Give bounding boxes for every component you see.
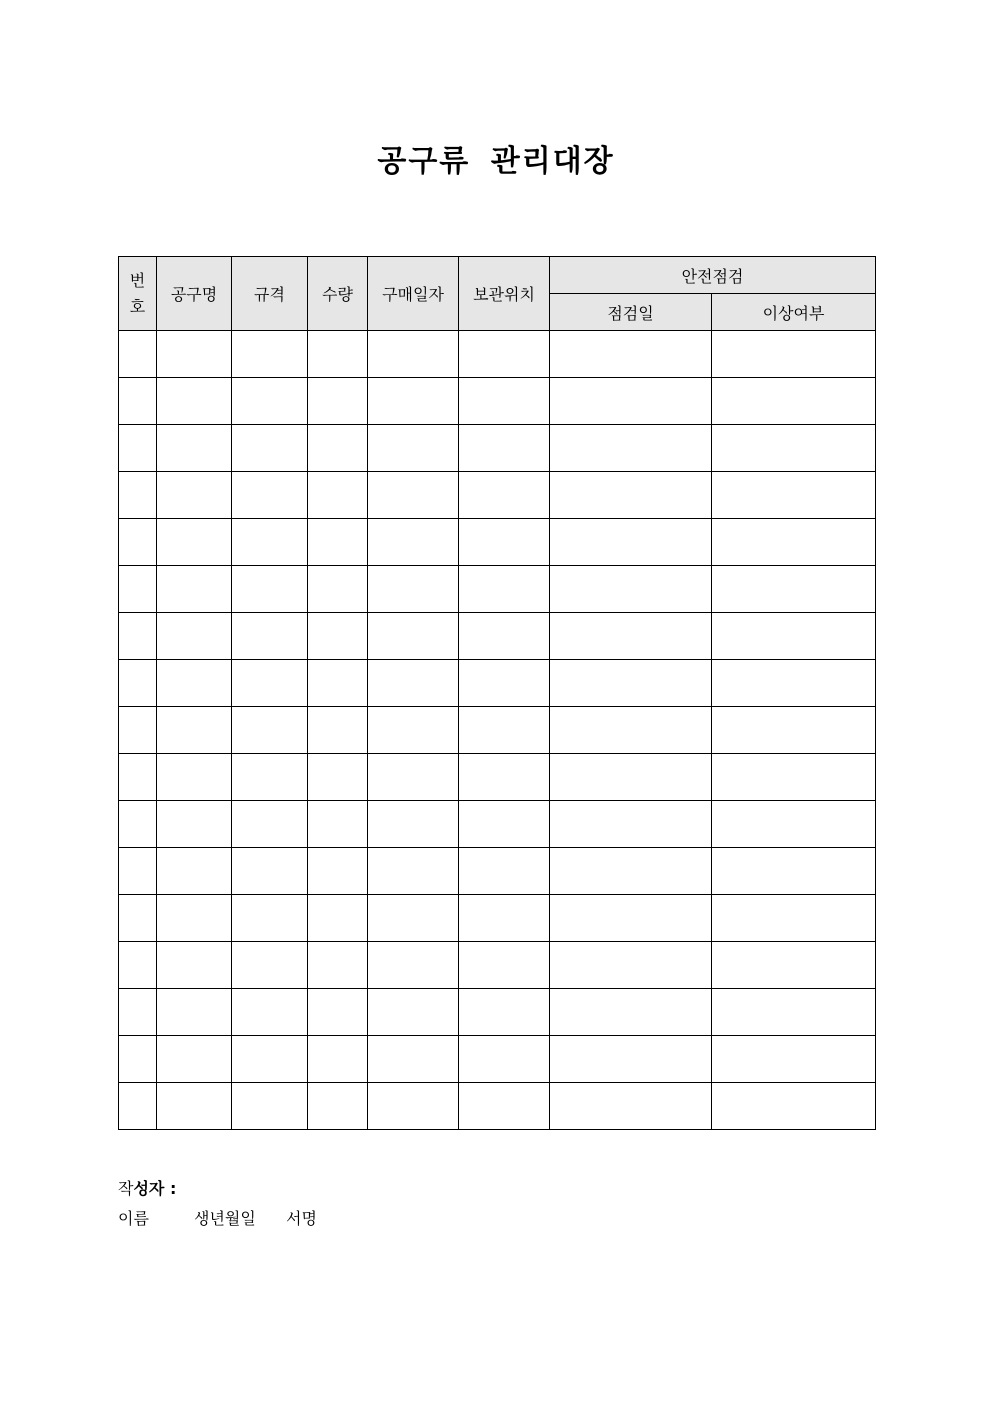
cell-storage-location[interactable] — [459, 754, 550, 801]
cell-check-date[interactable] — [550, 942, 712, 989]
table-row — [119, 942, 876, 989]
cell-check-date[interactable] — [550, 707, 712, 754]
header-spec: 규격 — [232, 257, 308, 331]
cell-storage-location[interactable] — [459, 613, 550, 660]
table-row — [119, 378, 876, 425]
cell-purchase-date[interactable] — [368, 331, 459, 378]
cell-spec[interactable] — [232, 801, 308, 848]
cell-purchase-date[interactable] — [368, 848, 459, 895]
header-tool-name: 공구명 — [157, 257, 232, 331]
cell-number[interactable] — [119, 801, 157, 848]
cell-abnormality[interactable] — [712, 378, 876, 425]
cell-storage-location[interactable] — [459, 378, 550, 425]
table-body — [119, 331, 876, 1130]
cell-abnormality[interactable] — [712, 1083, 876, 1130]
header-number-line2: 호 — [129, 296, 146, 316]
cell-quantity[interactable] — [308, 519, 368, 566]
cell-quantity[interactable] — [308, 378, 368, 425]
cell-check-date[interactable] — [550, 801, 712, 848]
name-label: 이름 — [118, 1209, 149, 1228]
cell-quantity[interactable] — [308, 989, 368, 1036]
cell-tool-name[interactable] — [157, 613, 232, 660]
header-number-line1: 번 — [129, 270, 146, 290]
cell-check-date[interactable] — [550, 566, 712, 613]
cell-spec[interactable] — [232, 613, 308, 660]
table-row — [119, 519, 876, 566]
cell-tool-name[interactable] — [157, 942, 232, 989]
cell-tool-name[interactable] — [157, 331, 232, 378]
cell-tool-name[interactable] — [157, 754, 232, 801]
cell-abnormality[interactable] — [712, 1036, 876, 1083]
table-row — [119, 660, 876, 707]
table-row — [119, 566, 876, 613]
table-header — [119, 257, 876, 331]
header-abnormality: 이상여부 — [712, 294, 876, 331]
table-row — [119, 989, 876, 1036]
cell-tool-name[interactable] — [157, 1083, 232, 1130]
cell-tool-name[interactable] — [157, 707, 232, 754]
cell-purchase-date[interactable] — [368, 472, 459, 519]
header-quantity: 수량 — [308, 257, 368, 331]
cell-purchase-date[interactable] — [368, 660, 459, 707]
cell-number[interactable] — [119, 754, 157, 801]
cell-check-date[interactable] — [550, 472, 712, 519]
cell-storage-location[interactable] — [459, 660, 550, 707]
cell-check-date[interactable] — [550, 660, 712, 707]
cell-spec[interactable] — [232, 566, 308, 613]
cell-number[interactable] — [119, 707, 157, 754]
header-purchase-date: 구매일자 — [368, 257, 459, 331]
header-check-date: 점검일 — [550, 294, 712, 331]
table-row — [119, 331, 876, 378]
author-label: 성자 : — [133, 1179, 177, 1198]
cell-tool-name[interactable] — [157, 1036, 232, 1083]
cell-tool-name[interactable] — [157, 848, 232, 895]
cell-storage-location[interactable] — [459, 472, 550, 519]
cell-purchase-date[interactable] — [368, 378, 459, 425]
cell-number[interactable] — [119, 848, 157, 895]
cell-check-date[interactable] — [550, 378, 712, 425]
cell-spec[interactable] — [232, 895, 308, 942]
cell-tool-name[interactable] — [157, 660, 232, 707]
cell-check-date[interactable] — [550, 848, 712, 895]
cell-spec[interactable] — [232, 331, 308, 378]
author-label-lead: 작 — [118, 1179, 134, 1198]
cell-abnormality[interactable] — [712, 566, 876, 613]
cell-number[interactable] — [119, 472, 157, 519]
cell-purchase-date[interactable] — [368, 942, 459, 989]
header-number — [119, 257, 157, 331]
cell-quantity[interactable] — [308, 707, 368, 754]
cell-number[interactable] — [119, 1083, 157, 1130]
tool-ledger-table — [118, 256, 876, 1130]
cell-check-date[interactable] — [550, 754, 712, 801]
cell-number[interactable] — [119, 1036, 157, 1083]
cell-abnormality[interactable] — [712, 707, 876, 754]
table-row — [119, 754, 876, 801]
cell-quantity[interactable] — [308, 425, 368, 472]
cell-abnormality[interactable] — [712, 472, 876, 519]
cell-number[interactable] — [119, 566, 157, 613]
cell-quantity[interactable] — [308, 895, 368, 942]
cell-storage-location[interactable] — [459, 848, 550, 895]
cell-quantity[interactable] — [308, 472, 368, 519]
cell-abnormality[interactable] — [712, 801, 876, 848]
cell-purchase-date[interactable] — [368, 801, 459, 848]
cell-storage-location[interactable] — [459, 566, 550, 613]
cell-purchase-date[interactable] — [368, 519, 459, 566]
cell-abnormality[interactable] — [712, 425, 876, 472]
cell-abnormality[interactable] — [712, 942, 876, 989]
cell-purchase-date[interactable] — [368, 425, 459, 472]
cell-tool-name[interactable] — [157, 425, 232, 472]
cell-spec[interactable] — [232, 754, 308, 801]
cell-tool-name[interactable] — [157, 989, 232, 1036]
cell-storage-location[interactable] — [459, 707, 550, 754]
cell-spec[interactable] — [232, 848, 308, 895]
cell-storage-location[interactable] — [459, 801, 550, 848]
header-storage-location: 보관위치 — [459, 257, 550, 331]
cell-tool-name[interactable] — [157, 895, 232, 942]
table-row — [119, 613, 876, 660]
cell-quantity[interactable] — [308, 942, 368, 989]
cell-storage-location[interactable] — [459, 519, 550, 566]
cell-storage-location[interactable] — [459, 942, 550, 989]
cell-number[interactable] — [119, 425, 157, 472]
cell-number[interactable] — [119, 895, 157, 942]
cell-spec[interactable] — [232, 472, 308, 519]
cell-quantity[interactable] — [308, 660, 368, 707]
cell-abnormality[interactable] — [712, 754, 876, 801]
cell-spec[interactable] — [232, 425, 308, 472]
cell-storage-location[interactable] — [459, 1036, 550, 1083]
cell-abnormality[interactable] — [712, 660, 876, 707]
cell-spec[interactable] — [232, 660, 308, 707]
cell-check-date[interactable] — [550, 1036, 712, 1083]
cell-abnormality[interactable] — [712, 848, 876, 895]
cell-purchase-date[interactable] — [368, 1036, 459, 1083]
cell-quantity[interactable] — [308, 1083, 368, 1130]
cell-tool-name[interactable] — [157, 566, 232, 613]
cell-spec[interactable] — [232, 1083, 308, 1130]
cell-storage-location[interactable] — [459, 425, 550, 472]
cell-check-date[interactable] — [550, 519, 712, 566]
cell-check-date[interactable] — [550, 1083, 712, 1130]
author-line — [118, 1176, 176, 1199]
cell-spec[interactable] — [232, 519, 308, 566]
table-row — [119, 425, 876, 472]
cell-spec[interactable] — [232, 989, 308, 1036]
cell-check-date[interactable] — [550, 613, 712, 660]
cell-abnormality[interactable] — [712, 613, 876, 660]
cell-purchase-date[interactable] — [368, 707, 459, 754]
cell-tool-name[interactable] — [157, 472, 232, 519]
header-safety-check: 안전점검 — [550, 257, 876, 294]
cell-number[interactable] — [119, 942, 157, 989]
cell-storage-location[interactable] — [459, 895, 550, 942]
cell-purchase-date[interactable] — [368, 1083, 459, 1130]
birth-date-label: 생년월일 — [194, 1209, 256, 1228]
table-row — [119, 1083, 876, 1130]
table-row — [119, 1036, 876, 1083]
table-row — [119, 895, 876, 942]
cell-number[interactable] — [119, 660, 157, 707]
cell-storage-location[interactable] — [459, 1083, 550, 1130]
cell-quantity[interactable] — [308, 848, 368, 895]
table-row — [119, 707, 876, 754]
document-title: 공구류 관리대장 — [377, 144, 615, 179]
cell-number[interactable] — [119, 519, 157, 566]
cell-quantity[interactable] — [308, 331, 368, 378]
signature-line — [118, 1206, 317, 1229]
cell-spec[interactable] — [232, 1036, 308, 1083]
cell-abnormality[interactable] — [712, 895, 876, 942]
cell-abnormality[interactable] — [712, 331, 876, 378]
signature-label: 서명 — [286, 1209, 317, 1228]
cell-storage-location[interactable] — [459, 989, 550, 1036]
cell-number[interactable] — [119, 989, 157, 1036]
table-row — [119, 848, 876, 895]
cell-purchase-date[interactable] — [368, 613, 459, 660]
table-row — [119, 801, 876, 848]
cell-purchase-date[interactable] — [368, 895, 459, 942]
cell-purchase-date[interactable] — [368, 989, 459, 1036]
cell-tool-name[interactable] — [157, 378, 232, 425]
cell-check-date[interactable] — [550, 895, 712, 942]
cell-number[interactable] — [119, 378, 157, 425]
cell-tool-name[interactable] — [157, 519, 232, 566]
cell-quantity[interactable] — [308, 801, 368, 848]
cell-check-date[interactable] — [550, 425, 712, 472]
cell-quantity[interactable] — [308, 613, 368, 660]
cell-abnormality[interactable] — [712, 519, 876, 566]
header-row-top — [119, 257, 876, 294]
cell-purchase-date[interactable] — [368, 566, 459, 613]
cell-spec[interactable] — [232, 942, 308, 989]
cell-quantity[interactable] — [308, 754, 368, 801]
cell-purchase-date[interactable] — [368, 754, 459, 801]
cell-check-date[interactable] — [550, 331, 712, 378]
cell-spec[interactable] — [232, 378, 308, 425]
cell-spec[interactable] — [232, 707, 308, 754]
cell-number[interactable] — [119, 331, 157, 378]
cell-number[interactable] — [119, 613, 157, 660]
cell-quantity[interactable] — [308, 1036, 368, 1083]
cell-tool-name[interactable] — [157, 801, 232, 848]
cell-check-date[interactable] — [550, 989, 712, 1036]
table-row — [119, 472, 876, 519]
cell-abnormality[interactable] — [712, 989, 876, 1036]
cell-storage-location[interactable] — [459, 331, 550, 378]
cell-quantity[interactable] — [308, 566, 368, 613]
